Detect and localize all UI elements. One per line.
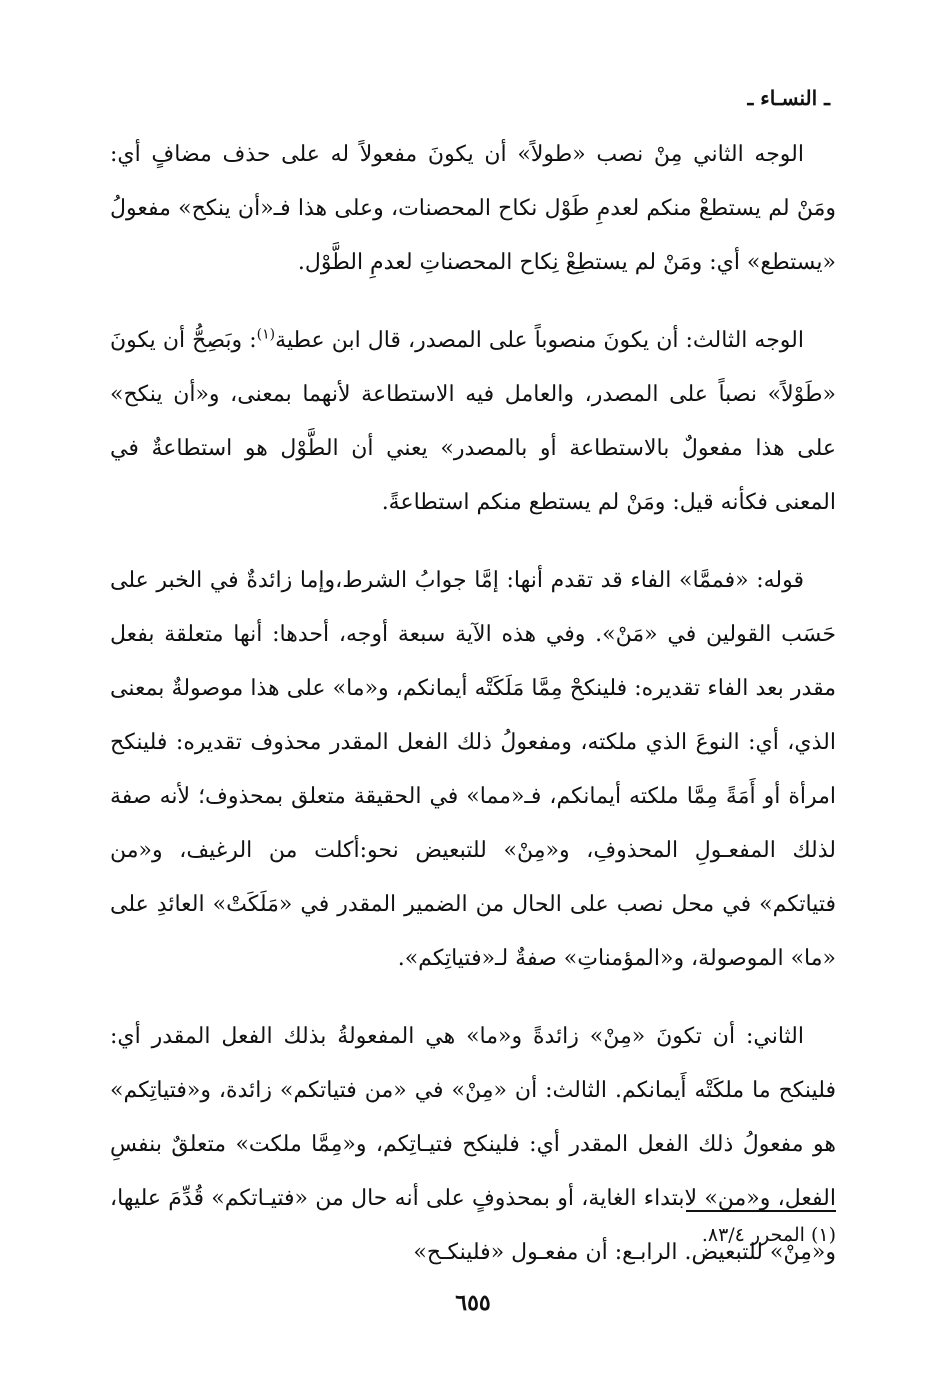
paragraph-3: قوله: «فممَّا» الفاء قد تقدم أنها: إمَّا جوابُ الشرط،وإما زائدةٌ في الخبر على حَسَب القولين في «مَنْ». وفي هذه الآية سبعة أوجه، أحدها: أنها متعلقة بفعل مقدر بعد الفاء تقديره: فلينكحْ مِمَّا مَلَكَتْه أيمانكم، و«ما» على هذا موصولةٌ بمعنى الذي، أي: النوعَ الذي ملكته، ومفعولُ ذلك الفعل المقدر محذوف تقديره: فلينكح امرأة أو أَمَةً مِمَّا ملكته أيمانكم، فـ«مما» في الحقيقة متعلق بمحذوف؛ لأنه صفة لذلك المفعـولِ المحذوفِ، و«مِنْ» للتبعيض نحو:أكلت من الرغيف، و«من فتياتكم» في محل نصب على الحال من الضمير المقدر في «مَلَكَتْ» العائدِ على «ما» الموصولة، و«المؤمناتِ» صفةٌ لـ«فتياتِكم». — [110, 568, 836, 971]
paragraph-2-body: وبَصِحُّ أن يكونَ «طَوْلاً» نصباً على المصدر، والعامل فيه الاستطاعة لأنهما بمعنى، و«أن ينكح» على هذا مفعولٌ بالاستطاعة أو بالمصدر» يعني أن الطَّوْل هو استطاعةٌ في المعنى فكأنه قيل: ومَنْ لم يستطع منكم استطاعةً. — [110, 328, 836, 515]
paragraph-2-lead: الوجه الثالث: أن يكونَ منصوباً على المصدر، قال ابن عطية — [275, 328, 804, 353]
paragraph-1: الوجه الثاني مِنْ نصب «طولاً» أن يكونَ مفعولاً له على حذف مضافٍ أي: ومَنْ لم يستطعْ منكم لعدمِ طَوْل نكاح المحصنات، وعلى هذا فـ«أن ينكح» مفعولُ «يستطع» أي: ومَنْ لم يستطِعْ نِكاح المحصناتِ لعدمِ الطَّوْل. — [110, 142, 836, 275]
running-header: ـ النسـاء ـ — [747, 86, 830, 110]
page-number: ٦٥٥ — [455, 1290, 491, 1316]
footnote: (١) المحرر ٨٣/٤. — [701, 1224, 836, 1246]
main-text — [110, 128, 836, 1304]
footnote-reference: (١) — [256, 326, 276, 343]
paragraph-4: الثاني: أن تكونَ «مِنْ» زائدةً و«ما» هي المفعولةُ بذلك الفعل المقدر أي: فلينكح ما ملكَتْه أَيمانكم. الثالث: أن «مِنْ» في «من فتياتكم» زائدة، و«فتياتِكم» هو مفعولُ ذلك الفعل المقدر أي: فلينكح فتيـاتِكم، و«مِمَّا ملكت» متعلقٌ بنفسِ الفعل، و«من» لابتداء الغاية، أو بمحذوفٍ على أنه حال من «فتيـاتكم» قُدِّمَ عليها، و«مِنْ» للتبعيض. الرابـع: أن مفعـول «فلينكـح» — [110, 1024, 836, 1265]
footnote-divider — [686, 1210, 836, 1212]
paragraph-2 — [110, 314, 836, 530]
paragraph-2-colon: : — [249, 328, 257, 353]
